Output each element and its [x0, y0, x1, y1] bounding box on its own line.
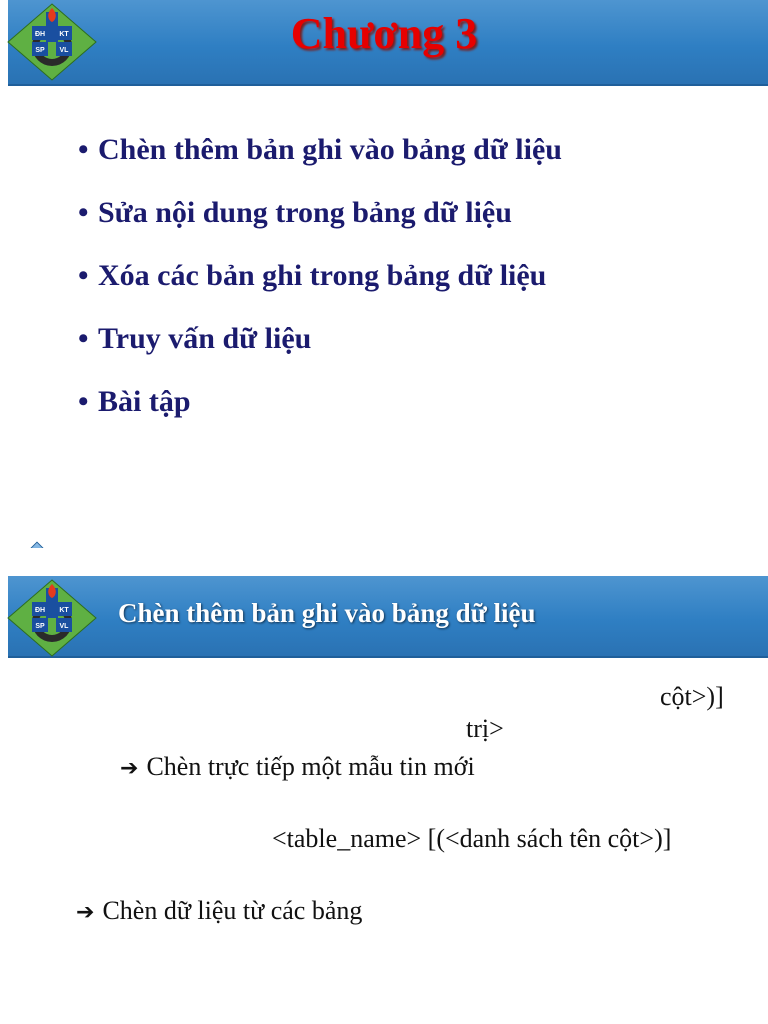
list-item: • Xóa các bản ghi trong bảng dữ liệu [78, 259, 547, 292]
svg-text:KT: KT [59, 31, 69, 38]
slide-2 [0, 548, 768, 1024]
note-direct-insert: ➔ Chèn trực tiếp một mẫu tin mới [120, 752, 475, 781]
svg-text:ĐH: ĐH [34, 607, 46, 614]
list-item: • Chèn thêm bản ghi vào bảng dữ liệu [78, 133, 562, 166]
header-underline [8, 656, 768, 658]
header-underline [8, 84, 768, 86]
syntax-line: <table_name> [(<danh sách tên cột>)] [272, 824, 672, 853]
svg-text:KT: KT [59, 607, 69, 614]
note-insert-from-tables: ➔ Chèn dữ liệu từ các bảng [76, 896, 363, 925]
svg-text:VL: VL [59, 47, 69, 54]
university-logo-icon [6, 578, 98, 658]
list-item: • Truy vấn dữ liệu [78, 322, 312, 355]
arrow-right-icon: ➔ [120, 756, 139, 781]
topic-list [78, 128, 562, 443]
list-item: • Sửa nội dung trong bảng dữ liệu [78, 196, 512, 229]
svg-text:SP: SP [35, 47, 45, 54]
list-item: • Bài tập [78, 385, 191, 418]
arrow-right-icon: ➔ [76, 900, 95, 925]
svg-text:SP: SP [35, 623, 45, 630]
slide-title: Chèn thêm bản ghi vào bảng dữ liệu [118, 598, 536, 628]
syntax-fragment: cột>)] [660, 682, 724, 711]
svg-text:VL: VL [59, 623, 69, 630]
slide-title: Chương 3 [290, 9, 478, 58]
syntax-fragment: trị> [466, 714, 504, 743]
svg-text:ĐH: ĐH [34, 31, 46, 38]
